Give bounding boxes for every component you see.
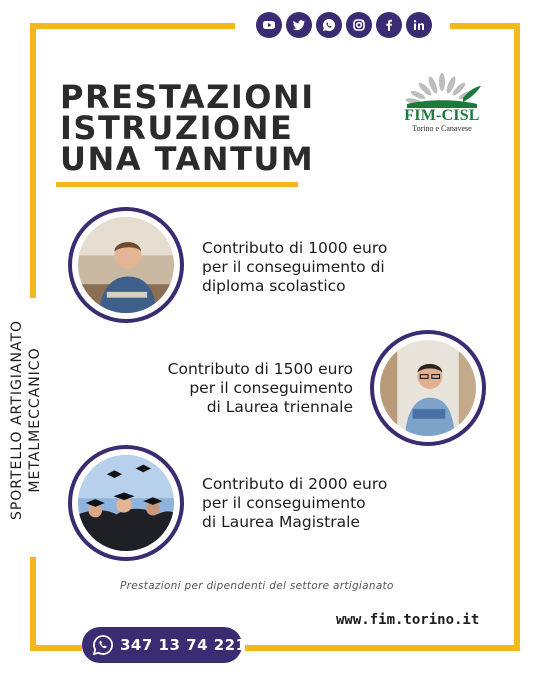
benefit-1-line-1: Contributo di 1000 euro — [202, 239, 388, 257]
title-line-3: UNA TANTUM — [60, 140, 315, 178]
benefit-2-line-1: Contributo di 1500 euro — [167, 360, 353, 378]
frame-right — [514, 23, 520, 651]
benefit-3-line-2: per il conseguimento — [202, 494, 366, 512]
benefit-3-line-3: di Laurea Magistrale — [202, 513, 360, 531]
title-line-2: ISTRUZIONE — [60, 109, 294, 147]
benefit-1-line-3: diploma scolastico — [202, 277, 346, 295]
benefit-1-line-2: per il conseguimento di — [202, 258, 385, 276]
benefit-photo-3 — [68, 445, 184, 561]
frame-left-top — [30, 23, 36, 298]
youtube-icon[interactable] — [256, 12, 282, 38]
social-links — [256, 12, 432, 38]
twitter-icon[interactable] — [286, 12, 312, 38]
frame-bottom-right — [245, 645, 520, 651]
benefit-2-line-3: di Laurea triennale — [206, 398, 353, 416]
facebook-icon[interactable] — [376, 12, 402, 38]
benefit-photo-2 — [370, 330, 486, 446]
frame-top-right — [450, 23, 520, 29]
student-photo-2 — [380, 340, 476, 436]
phone-contact[interactable] — [82, 627, 247, 663]
fim-cisl-logo — [400, 72, 484, 133]
website-link[interactable]: www.fim.torino.it — [336, 612, 480, 628]
instagram-icon[interactable] — [346, 12, 372, 38]
side-label-line-2: METALMECCANICO — [27, 347, 43, 493]
whatsapp-phone-icon — [92, 634, 114, 656]
logo-name: FIM-CISL — [404, 107, 480, 124]
side-label-line-1: SPORTELLO ARTIGIANATO — [9, 319, 25, 521]
logo-subtitle: Torino e Canavese — [412, 124, 472, 133]
title-underline — [56, 182, 298, 187]
frame-left-bottom — [30, 557, 36, 650]
title-line-1: PRESTAZIONI — [60, 78, 315, 116]
linkedin-icon[interactable] — [406, 12, 432, 38]
flower-logo-icon — [403, 72, 481, 108]
graduates-photo — [78, 455, 174, 551]
benefit-2-line-2: per il conseguimento — [189, 379, 353, 397]
frame-top-left — [30, 23, 235, 29]
benefit-text-1 — [202, 239, 387, 296]
benefit-text-2 — [140, 360, 353, 417]
whatsapp-icon[interactable] — [316, 12, 342, 38]
benefit-3-line-1: Contributo di 2000 euro — [202, 475, 388, 493]
student-photo-1 — [78, 217, 174, 313]
page-title — [60, 78, 315, 178]
side-label — [8, 305, 44, 535]
frame-bottom-left — [30, 645, 82, 651]
footnote: Prestazioni per dipendenti del settore artigianato — [120, 580, 394, 592]
benefit-photo-1 — [68, 207, 184, 323]
phone-number: 347 13 74 221 — [120, 636, 247, 654]
benefit-text-3 — [202, 475, 387, 532]
